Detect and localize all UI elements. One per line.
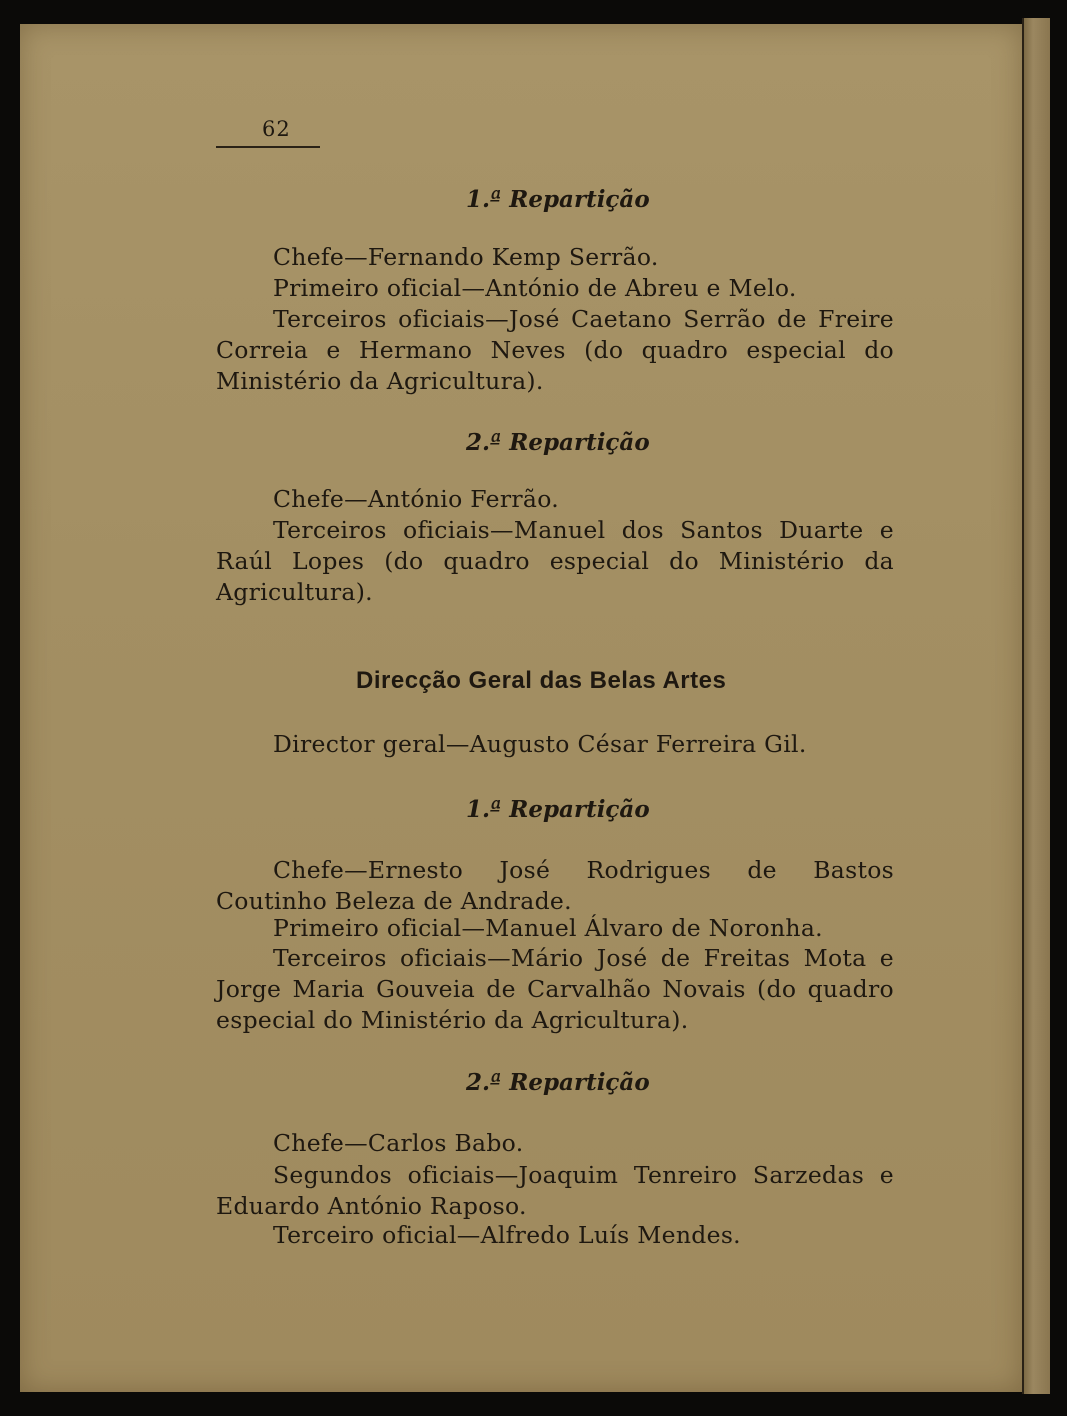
paragraph-segundos-oficiais-4: Segundos oficiais—Joaquim Tenreiro Sarzedas e Eduardo António Raposo. bbox=[216, 1161, 894, 1220]
paragraph-chefe-1: Chefe—Fernando Kemp Serrão. bbox=[273, 243, 659, 271]
next-page-edge bbox=[1022, 18, 1050, 1394]
paragraph-primeiro-oficial-1: Primeiro oficial—António de Abreu e Melo. bbox=[273, 274, 797, 302]
paragraph-terceiros-oficiais-2: Terceiros oficiais—Manuel dos Santos Duarte e Raúl Lopes (do quadro especial do Ministério da Agricultura). bbox=[216, 516, 894, 606]
paragraph-chefe-2: Chefe—António Ferrão. bbox=[273, 485, 560, 513]
paragraph-director-geral: Director geral—Augusto César Ferreira Gil. bbox=[273, 730, 807, 758]
heading-1a-reparticao: 1.ª Repartição bbox=[466, 186, 650, 213]
paragraph-terceiros-oficiais-3: Terceiros oficiais—Mário José de Freitas Mota e Jorge Maria Gouveia de Carvalhão Novais (do quadro especial do Ministério da Agricultura). bbox=[216, 944, 894, 1034]
paragraph-primeiro-oficial-3: Primeiro oficial—Manuel Álvaro de Noronha. bbox=[273, 914, 823, 942]
heading-1a-reparticao-belas-artes: 1.ª Repartição bbox=[466, 796, 650, 823]
page-number-rule bbox=[216, 146, 320, 148]
paragraph-chefe-3: Chefe—Ernesto José Rodrigues de Bastos Coutinho Beleza de Andrade. bbox=[216, 856, 894, 915]
heading-2a-reparticao-belas-artes: 2.ª Repartição bbox=[466, 1069, 650, 1096]
paragraph-terceiros-oficiais-1: Terceiros oficiais—José Caetano Serrão de Freire Correia e Hermano Neves (do quadro especial do Ministério da Agricultura). bbox=[216, 305, 894, 395]
section-title: Direcção Geral das Belas Artes bbox=[356, 667, 727, 694]
paragraph-terceiro-oficial-4: Terceiro oficial—Alfredo Luís Mendes. bbox=[273, 1221, 741, 1249]
page-number: 62 bbox=[262, 117, 291, 141]
paragraph-chefe-4: Chefe—Carlos Babo. bbox=[273, 1129, 524, 1157]
heading-2a-reparticao: 2.ª Repartição bbox=[466, 429, 650, 456]
